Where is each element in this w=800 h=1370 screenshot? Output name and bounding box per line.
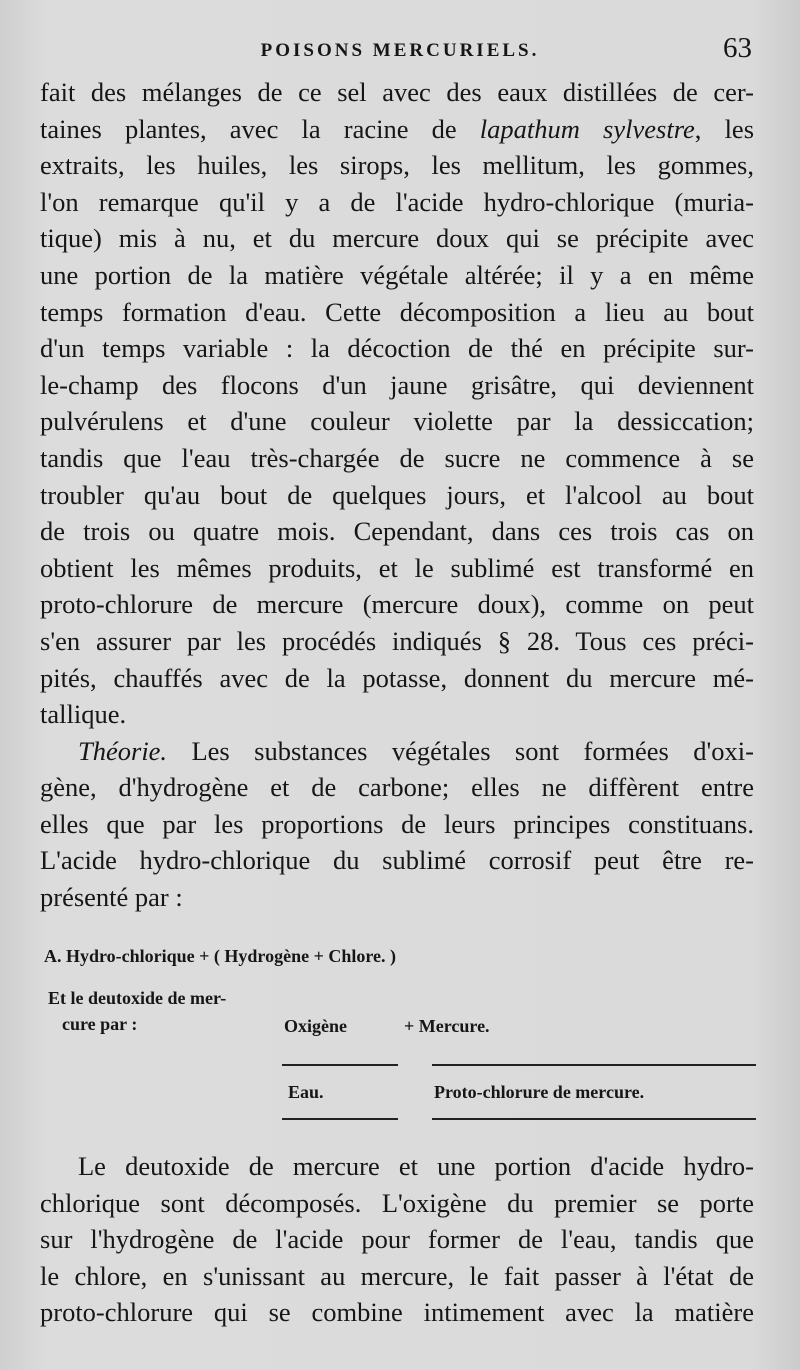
- formula-label: cure par :: [62, 1014, 138, 1034]
- text-line: s'en assurer par les procédés indiqués § 28. Tous ces préci-: [40, 625, 754, 656]
- text-line: elles que par les proportions de leurs principes constituans.: [40, 808, 754, 839]
- main-text: [40, 74, 754, 916]
- text-line: temps formation d'eau. Cette décomposition a lieu au bout: [40, 296, 754, 327]
- text-line: L'acide hydro-chlorique du sublimé corrosif peut être re-: [40, 845, 754, 876]
- formula-rule: [432, 1064, 756, 1066]
- page-number: 63: [723, 32, 752, 64]
- text-line: fait des mélanges de ce sel avec des eaux distillées de cer-: [40, 77, 754, 107]
- text-line: pités, chauffés avec de la potasse, donnent du mercure mé-: [40, 662, 754, 693]
- text-line: obtient les mêmes produits, et le sublimé est transformé en: [40, 552, 754, 583]
- formula-result: Eau.: [288, 1082, 324, 1102]
- italic-term: lapathum sylvestre: [479, 113, 695, 144]
- section-heading: Théorie.: [78, 735, 168, 766]
- closing-paragraph: [40, 1148, 754, 1331]
- formula-term: + Mercure.: [404, 1016, 490, 1036]
- text-line: [40, 111, 754, 148]
- text-fragment: , les: [694, 113, 755, 144]
- text-line: chlorique sont décomposés. L'oxigène du premier se porte: [40, 1187, 754, 1218]
- running-title: POISONS MERCURIELS.: [260, 40, 540, 61]
- formula-label: Et le deutoxide de mer-: [48, 988, 227, 1008]
- text-line: pulvérulens et d'une couleur violette par la dessiccation;: [40, 406, 754, 437]
- text-line: de trois ou quatre mois. Cependant, dans ces trois cas on: [40, 516, 754, 547]
- text-line: d'un temps variable : la décoction de thé en précipite sur-: [40, 333, 754, 364]
- formula-line-a: A. Hydro-chlorique + ( Hydrogène + Chlore. ): [44, 946, 397, 966]
- text-line: tique) mis à nu, et du mercure doux qui se précipite avec: [40, 223, 754, 254]
- text-line: Le deutoxide de mercure et une portion d'acide hydro-: [78, 1151, 754, 1181]
- text-fragment: Les substances végétales sont formées d'oxi-: [167, 735, 754, 766]
- text-line: présenté par :: [40, 882, 183, 913]
- text-line: proto-chlorure de mercure (mercure doux), comme on peut: [40, 589, 754, 620]
- text-line: une portion de la matière végétale altérée; il y a en même: [40, 259, 754, 290]
- formula-rule: [432, 1118, 756, 1120]
- text-line: proto-chlorure qui se combine intimement avec la matière: [40, 1297, 754, 1328]
- formula-result: Proto-chlorure de mercure.: [434, 1082, 645, 1102]
- page-header: [40, 30, 760, 80]
- text-line: sur l'hydrogène de l'acide pour former de l'eau, tandis que: [40, 1224, 754, 1255]
- text-line: gène, d'hydrogène et de carbone; elles ne diffèrent entre: [40, 772, 754, 803]
- formula-term: Oxigène: [284, 1016, 347, 1036]
- formula-rule: [282, 1118, 398, 1120]
- formula-rule: [282, 1064, 398, 1066]
- text-line: tandis que l'eau très-chargée de sucre ne commence à se: [40, 442, 754, 473]
- text-fragment: taines plantes, avec la racine de: [40, 113, 480, 144]
- text-line: le chlore, en s'unissant au mercure, le fait passer à l'état de: [40, 1260, 754, 1291]
- text-line: tallique.: [40, 699, 127, 730]
- text-line: extraits, les huiles, les sirops, les mellitum, les gommes,: [40, 150, 754, 181]
- text-line: l'on remarque qu'il y a de l'acide hydro-chlorique (muria-: [40, 186, 754, 217]
- text-line: le-champ des flocons d'un jaune grisâtre, qui deviennent: [40, 369, 754, 400]
- text-line: troubler qu'au bout de quelques jours, et l'alcool au bout: [40, 479, 754, 510]
- text-line: [40, 733, 754, 770]
